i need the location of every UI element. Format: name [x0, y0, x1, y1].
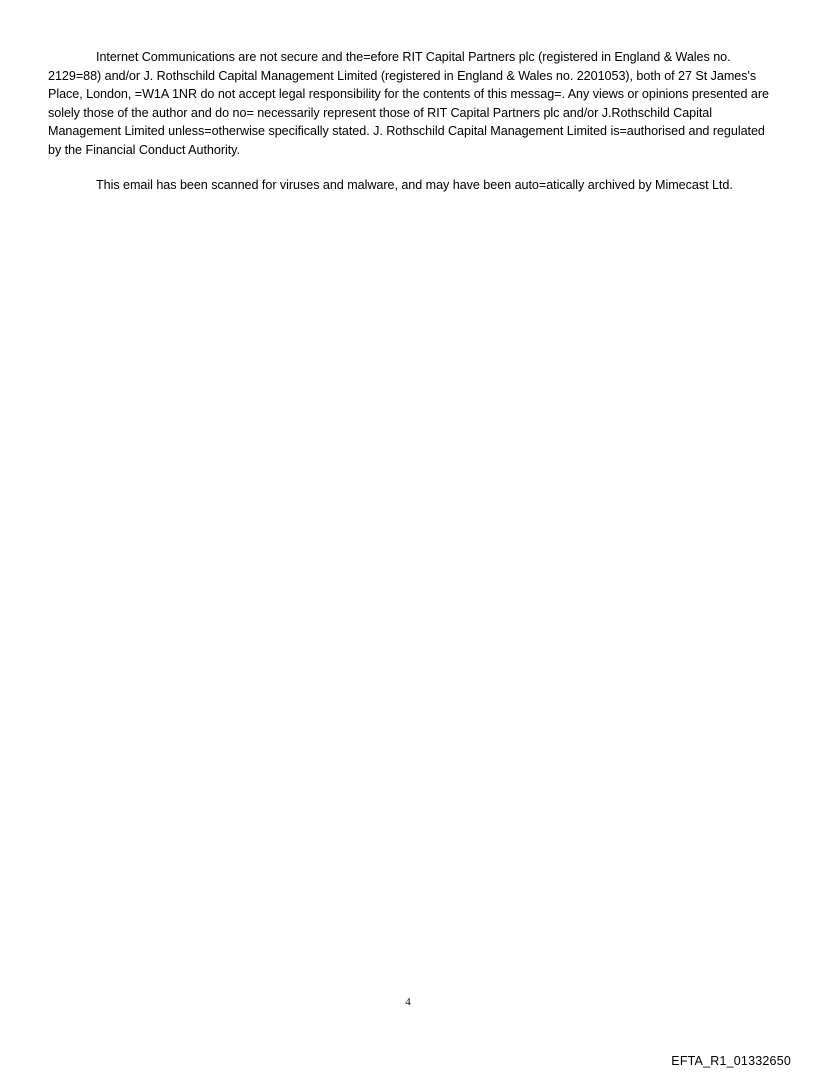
disclaimer-paragraph: Internet Communications are not secure and the=efore RIT Capital Partners plc (registered in England & Wales no. 2129=88) and/or J. Rothschild Capital Management Limited (registered in England & Wales no. 2201053), both of 27 St James's Place, London, =W1A 1NR do not accept legal responsibility for the contents of this messag=. Any views or opinions presented are solely those of the author and do no= necessarily represent those of RIT Capital Partners plc and/or J.Rothschild Capital Management Limited unless=otherwise specifically stated. J. Rothschild Capital Management Limited is=authorised and regulated by the Financial Conduct Authority.: [48, 50, 769, 157]
bates-number: EFTA_R1_01332650: [671, 1054, 791, 1068]
page-number: 4: [405, 996, 411, 1008]
scan-notice-paragraph: This email has been scanned for viruses and malware, and may have been auto=atically archived by Mimecast Ltd.: [96, 177, 733, 192]
email-disclaimer-body: [48, 48, 770, 210]
